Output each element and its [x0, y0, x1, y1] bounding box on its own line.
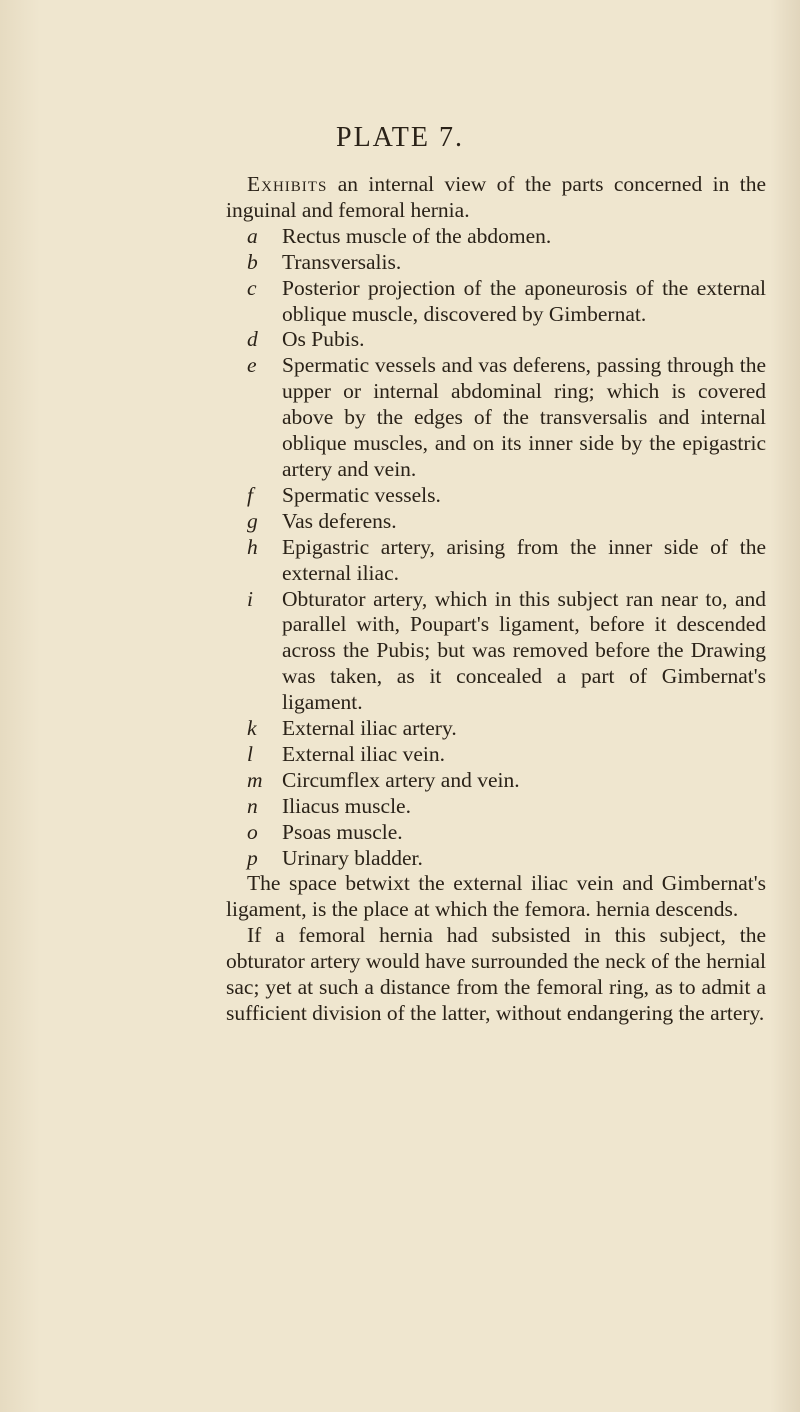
- legend-text: Epigastric artery, arising from the inner side of the external iliac.: [282, 534, 766, 585]
- legend-letter: p: [247, 845, 258, 870]
- legend-letter: m: [247, 767, 263, 792]
- legend-text: Rectus muscle of the abdomen.: [282, 223, 552, 248]
- legend-item: [247, 846, 766, 872]
- legend-text: Psoas muscle.: [282, 819, 403, 844]
- legend-item: [247, 535, 766, 587]
- legend-item: [247, 587, 766, 717]
- legend-text: Iliacus muscle.: [282, 793, 411, 818]
- intro-text: an internal view of the parts concerned in the inguinal and femoral hernia.: [226, 172, 766, 222]
- intro-first-word: Exhibits: [247, 172, 328, 196]
- legend-letter: b: [247, 249, 258, 274]
- legend-letter: f: [247, 482, 253, 507]
- legend-item: [247, 794, 766, 820]
- plate-title: PLATE 7.: [336, 122, 464, 153]
- legend-letter: n: [247, 793, 258, 818]
- legend-list: [226, 224, 766, 872]
- legend-text: Spermatic vessels and vas deferens, passing through the upper or internal abdominal ring; which is covered above by the edges of the transversalis and internal oblique muscles, and on its inner side by the epigastric artery and vein.: [282, 353, 766, 481]
- legend-letter: l: [247, 741, 253, 766]
- intro-paragraph: [226, 172, 766, 224]
- plate-description: [226, 172, 766, 1027]
- body-paragraph: The space betwixt the external iliac vein and Gimbernat's ligament, is the place at which the femora. hernia descends.: [226, 871, 766, 922]
- legend-letter: o: [247, 819, 258, 844]
- legend-text: Vas deferens.: [282, 508, 397, 533]
- legend-letter: g: [247, 508, 258, 533]
- legend-text: Posterior projection of the aponeurosis of the external oblique muscle, discovered by Gimbernat.: [282, 275, 766, 326]
- legend-item: [247, 509, 766, 535]
- legend-text: Os Pubis.: [282, 327, 365, 352]
- legend-item: [247, 224, 766, 250]
- legend-letter: c: [247, 275, 257, 300]
- body-paragraph: If a femoral hernia had subsisted in this subject, the obturator artery would have surrounded the neck of the hernial sac; yet at such a distance from the femoral ring, as to admit a sufficient division of the latter, without endangering the artery.: [226, 923, 766, 1025]
- legend-item: [247, 250, 766, 276]
- legend-item: [247, 276, 766, 328]
- legend-item: [247, 716, 766, 742]
- legend-letter: h: [247, 534, 258, 559]
- legend-text: Obturator artery, which in this subject ran near to, and parallel with, Poupart's ligament, before it descended across the Pubis; but was removed before the Drawing was taken, as it concealed a part of Gimbernat's ligament.: [282, 586, 766, 715]
- legend-text: Spermatic vessels.: [282, 482, 441, 507]
- legend-item: [247, 483, 766, 509]
- legend-item: [247, 353, 766, 483]
- legend-text: External iliac vein.: [282, 741, 445, 766]
- legend-text: Circumflex artery and vein.: [282, 767, 520, 792]
- legend-letter: d: [247, 327, 258, 352]
- legend-text: Urinary bladder.: [282, 845, 423, 870]
- legend-text: External iliac artery.: [282, 716, 457, 741]
- legend-letter: a: [247, 223, 258, 248]
- legend-item: [247, 768, 766, 794]
- legend-letter: k: [247, 716, 257, 741]
- legend-letter: i: [247, 586, 253, 611]
- legend-letter: e: [247, 353, 257, 378]
- legend-item: [247, 820, 766, 846]
- legend-item: [247, 327, 766, 353]
- legend-text: Transversalis.: [282, 249, 402, 274]
- legend-item: [247, 742, 766, 768]
